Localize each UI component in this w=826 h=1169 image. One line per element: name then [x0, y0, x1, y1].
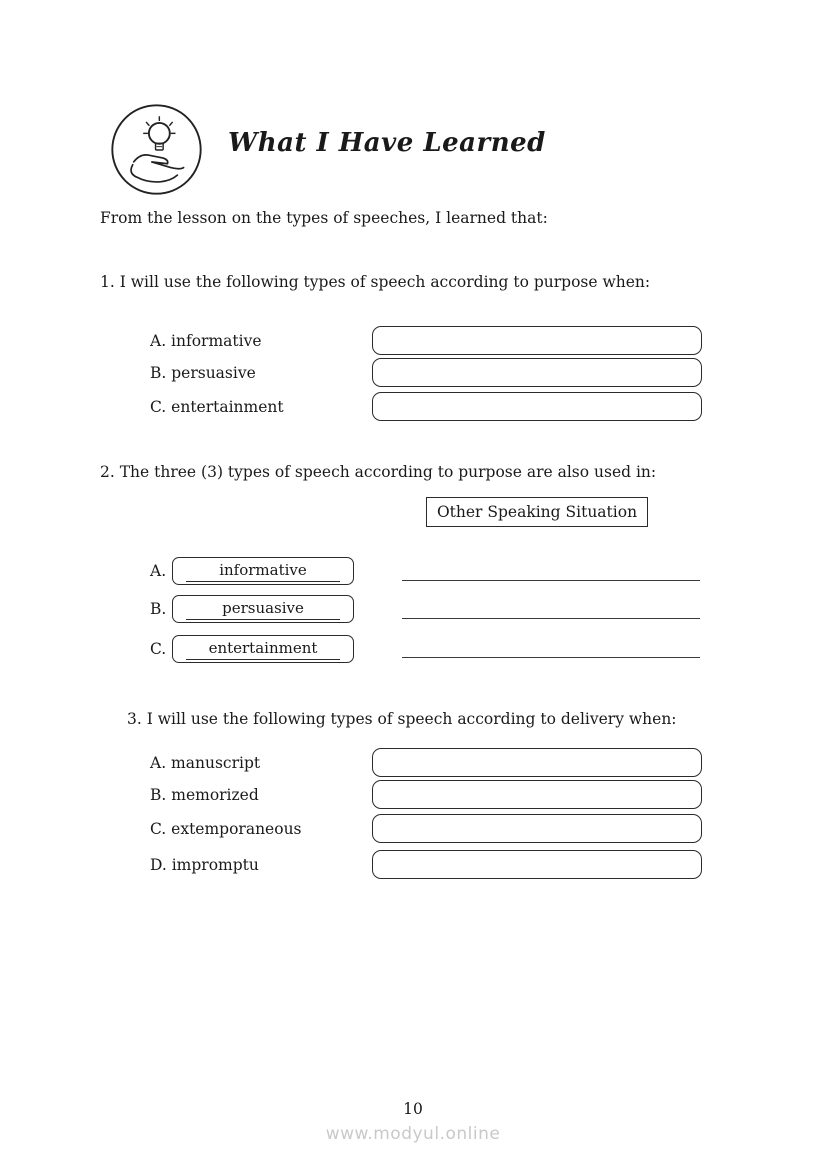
- q1-prompt: 1. I will use the following types of speech according to purpose when:: [100, 273, 651, 291]
- q2-term-box-b: [172, 595, 354, 623]
- q1-answer-box-a[interactable]: [372, 326, 702, 355]
- q3-answer-box-b[interactable]: [372, 780, 702, 809]
- q2-term-box-c: [172, 635, 354, 663]
- intro-text: From the lesson on the types of speeches, I learned that:: [100, 209, 548, 227]
- q1-item-label-c: C. entertainment: [150, 398, 284, 416]
- q1-item-label-b: B. persuasive: [150, 364, 256, 382]
- q2-blank-line-b[interactable]: [402, 618, 700, 619]
- q2-term-a: informative: [186, 561, 341, 582]
- q3-item-label-c: C. extemporaneous: [150, 820, 302, 838]
- q2-blank-line-a[interactable]: [402, 580, 700, 581]
- q3-item-label-b: B. memorized: [150, 786, 259, 804]
- q2-term-box-a: [172, 557, 354, 585]
- q1-answer-box-c[interactable]: [372, 392, 702, 421]
- other-speaking-situation-label: Other Speaking Situation: [436, 503, 638, 521]
- watermark-text: www.modyul.online: [325, 1124, 501, 1144]
- q2-term-b: persuasive: [186, 599, 341, 620]
- q2-prompt: 2. The three (3) types of speech according to purpose are also used in:: [100, 463, 657, 481]
- page-title: What I Have Learned: [228, 128, 546, 158]
- q3-answer-box-c[interactable]: [372, 814, 702, 843]
- q1-answer-box-b[interactable]: [372, 358, 702, 387]
- q2-letter-a: A.: [150, 562, 167, 580]
- q3-prompt: 3. I will use the following types of speech according to delivery when:: [127, 710, 677, 728]
- q2-letter-b: B.: [150, 600, 167, 618]
- q2-blank-line-c[interactable]: [402, 657, 700, 658]
- q2-letter-c: C.: [150, 640, 167, 658]
- q3-item-label-a: A. manuscript: [150, 754, 261, 772]
- other-speaking-situation-header-box: [426, 497, 648, 527]
- page-number: 10: [403, 1100, 423, 1118]
- q2-term-c: entertainment: [186, 639, 341, 660]
- q3-answer-box-a[interactable]: [372, 748, 702, 777]
- q3-item-label-d: D. impromptu: [150, 856, 259, 874]
- q3-answer-box-d[interactable]: [372, 850, 702, 879]
- q1-item-label-a: A. informative: [150, 332, 262, 350]
- lightbulb-in-hand-icon: [108, 102, 205, 197]
